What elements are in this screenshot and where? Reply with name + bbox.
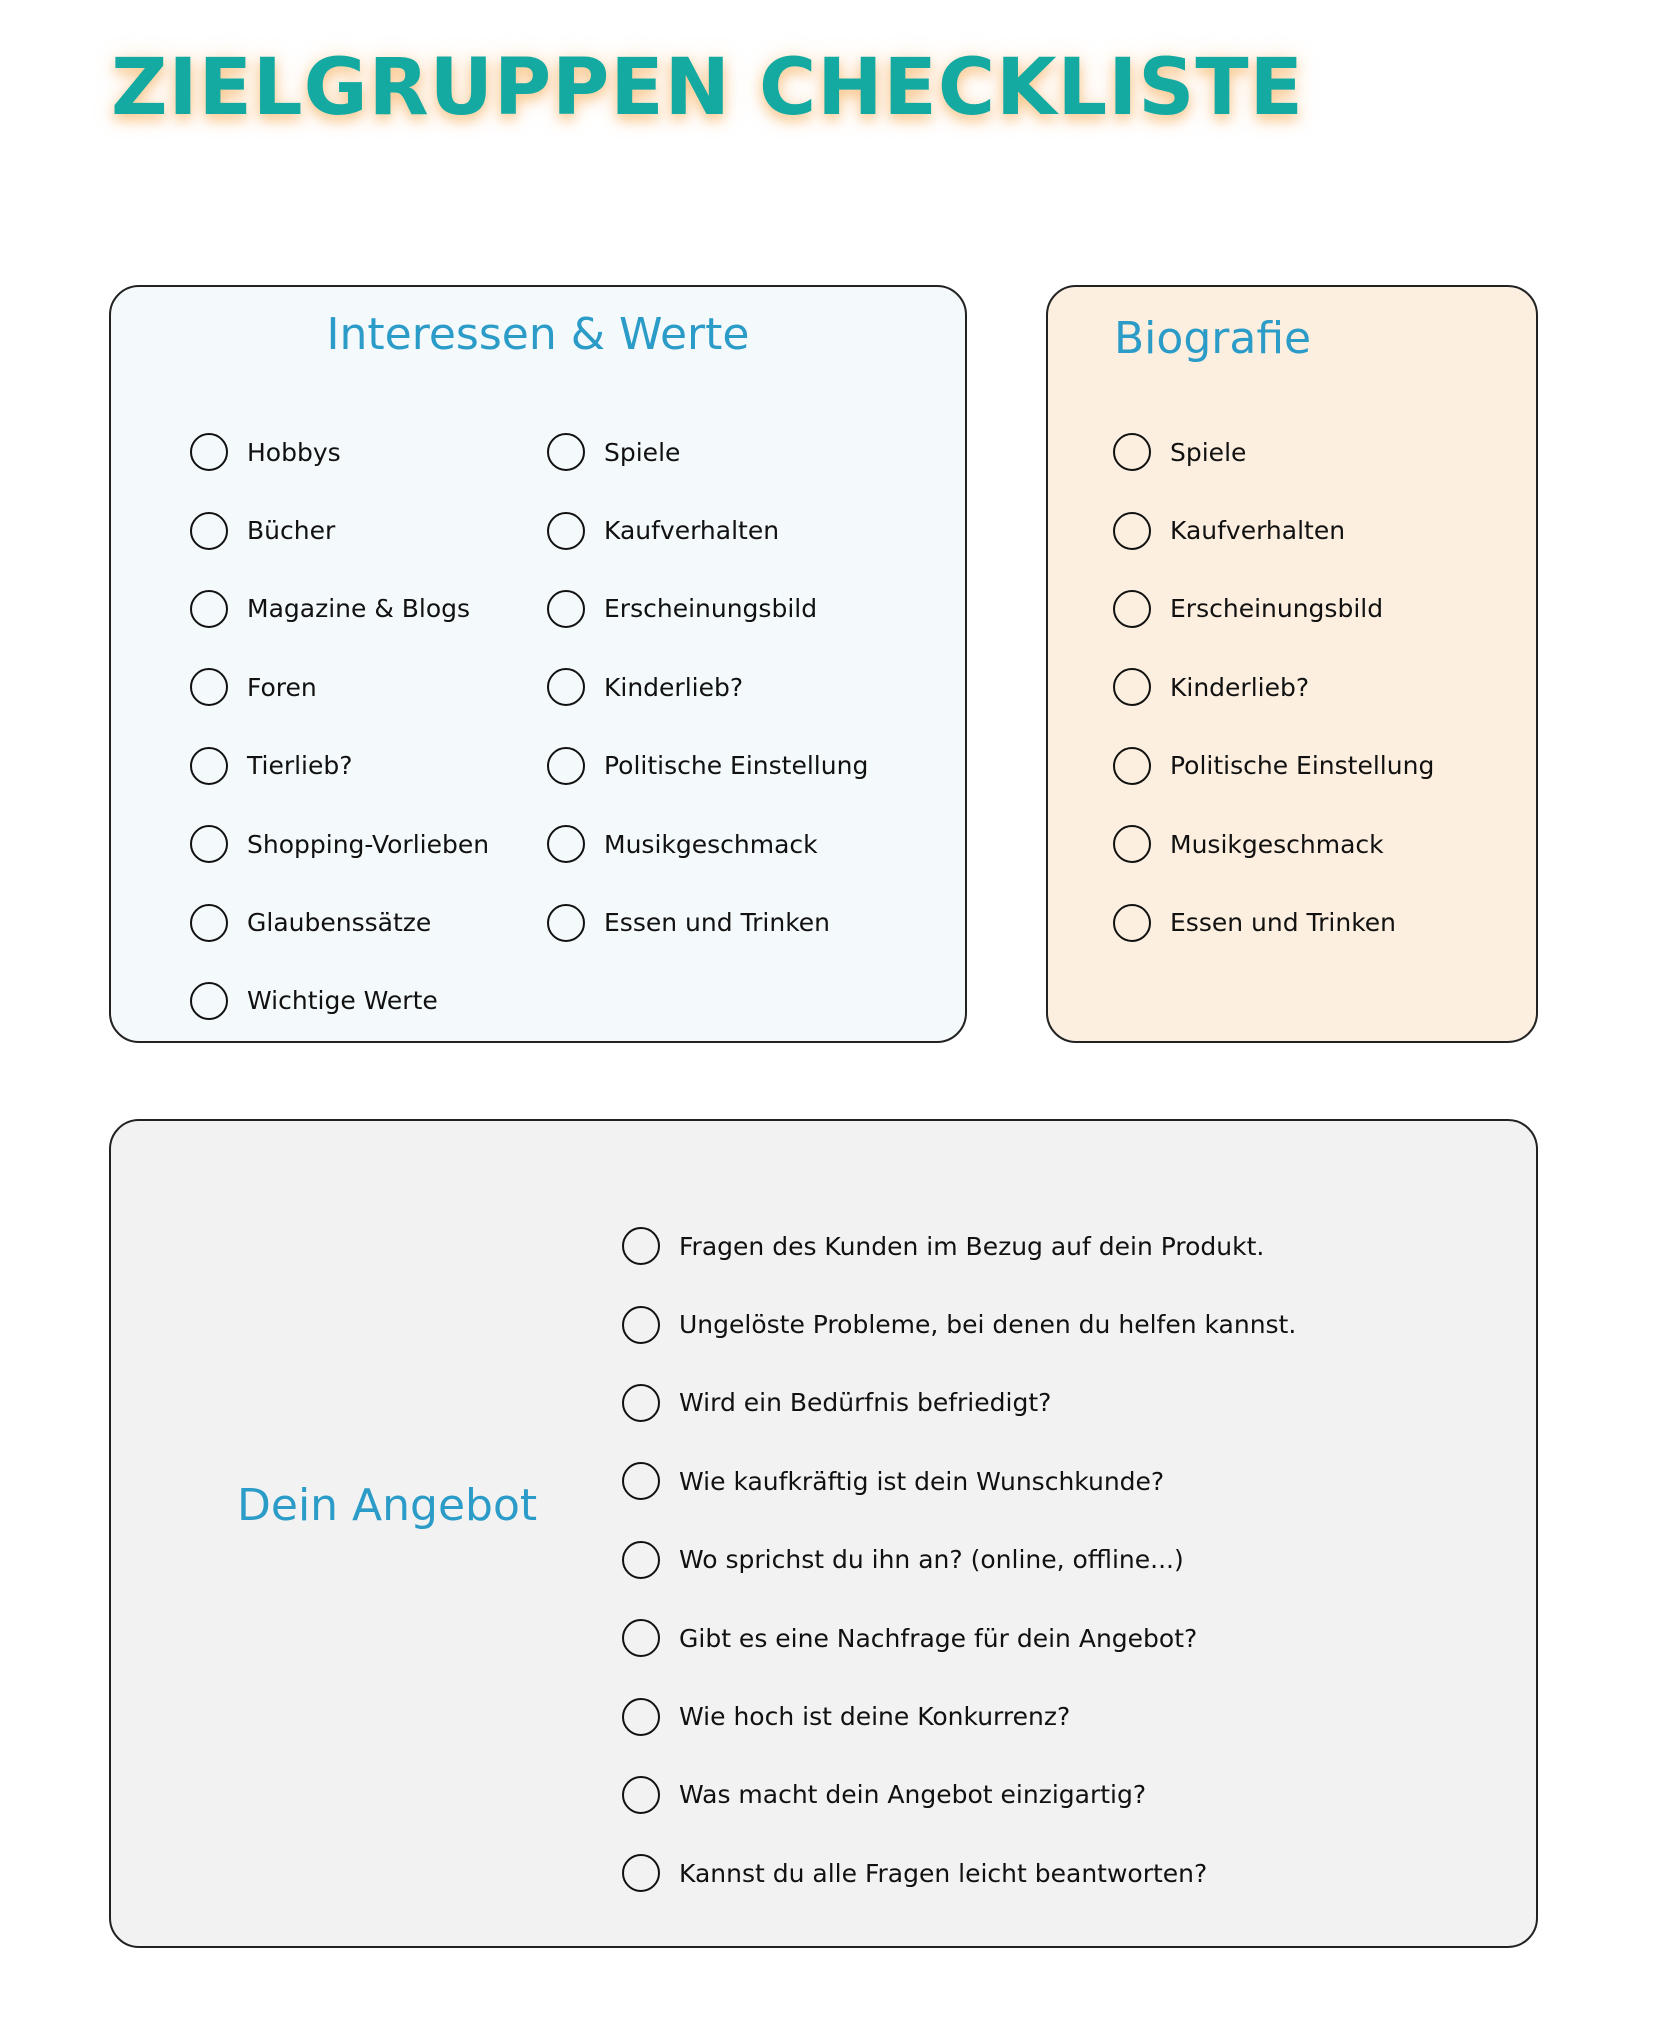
checkbox-circle-icon[interactable] (622, 1227, 660, 1265)
checklist-item[interactable] (622, 1207, 1296, 1285)
checklist-item-label: Fragen des Kunden im Bezug auf dein Produkt. (679, 1231, 1265, 1261)
checklist-item[interactable] (622, 1756, 1296, 1834)
checklist-item-label: Essen und Trinken (1170, 908, 1397, 938)
checklist-item[interactable] (547, 648, 868, 726)
checklist-item-label: Politische Einstellung (1170, 751, 1435, 781)
checklist-item-label: Musikgeschmack (604, 829, 818, 859)
checkbox-circle-icon[interactable] (190, 747, 228, 785)
checkbox-circle-icon[interactable] (1113, 590, 1151, 628)
checklist-item-label: Kinderlieb? (1170, 672, 1310, 702)
biografie-checklist (1113, 413, 1434, 962)
checkbox-circle-icon[interactable] (190, 825, 228, 863)
checkbox-circle-icon[interactable] (547, 512, 585, 550)
checkbox-circle-icon[interactable] (547, 668, 585, 706)
checklist-item[interactable] (190, 491, 489, 569)
checkbox-circle-icon[interactable] (622, 1854, 660, 1892)
checklist-item[interactable] (622, 1521, 1296, 1599)
checklist-item[interactable] (622, 1834, 1296, 1912)
checkbox-circle-icon[interactable] (1113, 512, 1151, 550)
checkbox-circle-icon[interactable] (1113, 747, 1151, 785)
checklist-item-label: Ungelöste Probleme, bei denen du helfen kannst. (679, 1310, 1297, 1340)
checklist-item[interactable] (1113, 805, 1434, 883)
checklist-item[interactable] (547, 491, 868, 569)
checklist-item-label: Gibt es eine Nachfrage für dein Angebot? (679, 1623, 1198, 1653)
checklist-item[interactable] (622, 1442, 1296, 1520)
checklist-item[interactable] (547, 883, 868, 961)
checklist-item[interactable] (1113, 570, 1434, 648)
checkbox-circle-icon[interactable] (622, 1306, 660, 1344)
checklist-item-label: Wird ein Bedürfnis befriedigt? (679, 1388, 1052, 1418)
checklist-item-label: Spiele (1170, 437, 1247, 467)
checklist-item-label: Erscheinungsbild (604, 594, 818, 624)
checklist-item[interactable] (547, 413, 868, 491)
checklist-item-label: Kaufverhalten (1170, 516, 1346, 546)
checkbox-circle-icon[interactable] (1113, 825, 1151, 863)
checkbox-circle-icon[interactable] (547, 904, 585, 942)
checklist-item[interactable] (622, 1677, 1296, 1755)
checkbox-circle-icon[interactable] (1113, 433, 1151, 471)
checkbox-circle-icon[interactable] (622, 1619, 660, 1657)
checklist-item-label: Spiele (604, 437, 681, 467)
checkbox-circle-icon[interactable] (547, 590, 585, 628)
checklist-item[interactable] (1113, 491, 1434, 569)
page-title: ZIELGRUPPEN CHECKLISTE (111, 43, 1304, 133)
checklist-item[interactable] (190, 648, 489, 726)
checklist-item[interactable] (1113, 727, 1434, 805)
checklist-item[interactable] (547, 727, 868, 805)
checkbox-circle-icon[interactable] (190, 433, 228, 471)
checkbox-circle-icon[interactable] (622, 1462, 660, 1500)
checklist-item[interactable] (1113, 648, 1434, 726)
checklist-item[interactable] (190, 962, 489, 1040)
checklist-item[interactable] (547, 570, 868, 648)
checklist-item-label: Glaubenssätze (247, 908, 432, 938)
checklist-item-label: Essen und Trinken (604, 908, 831, 938)
checkbox-circle-icon[interactable] (547, 433, 585, 471)
checklist-item[interactable] (190, 883, 489, 961)
checklist-item[interactable] (190, 805, 489, 883)
checklist-item[interactable] (190, 413, 489, 491)
checkbox-circle-icon[interactable] (622, 1698, 660, 1736)
angebot-card (109, 1119, 1538, 1948)
checklist-item-label: Tierlieb? (247, 751, 353, 781)
angebot-checklist (622, 1207, 1296, 1913)
checklist-item-label: Magazine & Blogs (247, 594, 471, 624)
interests-values-heading: Interessen & Werte (326, 309, 750, 360)
checklist-item-label: Politische Einstellung (604, 751, 869, 781)
checklist-item-label: Kaufverhalten (604, 516, 780, 546)
checkbox-circle-icon[interactable] (1113, 904, 1151, 942)
checklist-item-label: Bücher (247, 516, 336, 546)
checklist-item-label: Foren (247, 672, 317, 702)
checkbox-circle-icon[interactable] (547, 825, 585, 863)
checkbox-circle-icon[interactable] (547, 747, 585, 785)
checklist-item[interactable] (622, 1285, 1296, 1363)
checklist-item-label: Wie kaufkräftig ist dein Wunschkunde? (679, 1466, 1165, 1496)
checklist-item[interactable] (622, 1364, 1296, 1442)
checklist-item-label: Was macht dein Angebot einzigartig? (679, 1780, 1147, 1810)
checkbox-circle-icon[interactable] (622, 1776, 660, 1814)
checklist-item-label: Kinderlieb? (604, 672, 744, 702)
checkbox-circle-icon[interactable] (622, 1541, 660, 1579)
checkbox-circle-icon[interactable] (190, 590, 228, 628)
biografie-heading: Biografie (1114, 313, 1312, 364)
checklist-item-label: Wie hoch ist deine Konkurrenz? (679, 1702, 1071, 1732)
checklist-item-label: Kannst du alle Fragen leicht beantworten? (679, 1858, 1208, 1888)
checklist-item[interactable] (1113, 883, 1434, 961)
checklist-item[interactable] (1113, 413, 1434, 491)
checkbox-circle-icon[interactable] (190, 668, 228, 706)
checkbox-circle-icon[interactable] (1113, 668, 1151, 706)
checkbox-circle-icon[interactable] (190, 982, 228, 1020)
checklist-item-label: Hobbys (247, 437, 341, 467)
checkbox-circle-icon[interactable] (190, 904, 228, 942)
interests-values-card (109, 285, 967, 1043)
checklist-item[interactable] (190, 727, 489, 805)
interests-checklist-column-1 (190, 413, 489, 1040)
angebot-heading: Dein Angebot (237, 1480, 538, 1531)
checklist-item[interactable] (547, 805, 868, 883)
biografie-card (1046, 285, 1538, 1043)
checklist-item-label: Erscheinungsbild (1170, 594, 1384, 624)
checklist-item-label: Wo sprichst du ihn an? (online, offline...) (679, 1545, 1184, 1575)
checkbox-circle-icon[interactable] (622, 1384, 660, 1422)
interests-checklist-column-2 (547, 413, 868, 962)
checklist-item[interactable] (190, 570, 489, 648)
checklist-item-label: Wichtige Werte (247, 986, 438, 1016)
checklist-item-label: Musikgeschmack (1170, 829, 1384, 859)
checkbox-circle-icon[interactable] (190, 512, 228, 550)
checklist-item-label: Shopping-Vorlieben (247, 829, 490, 859)
checklist-item[interactable] (622, 1599, 1296, 1677)
